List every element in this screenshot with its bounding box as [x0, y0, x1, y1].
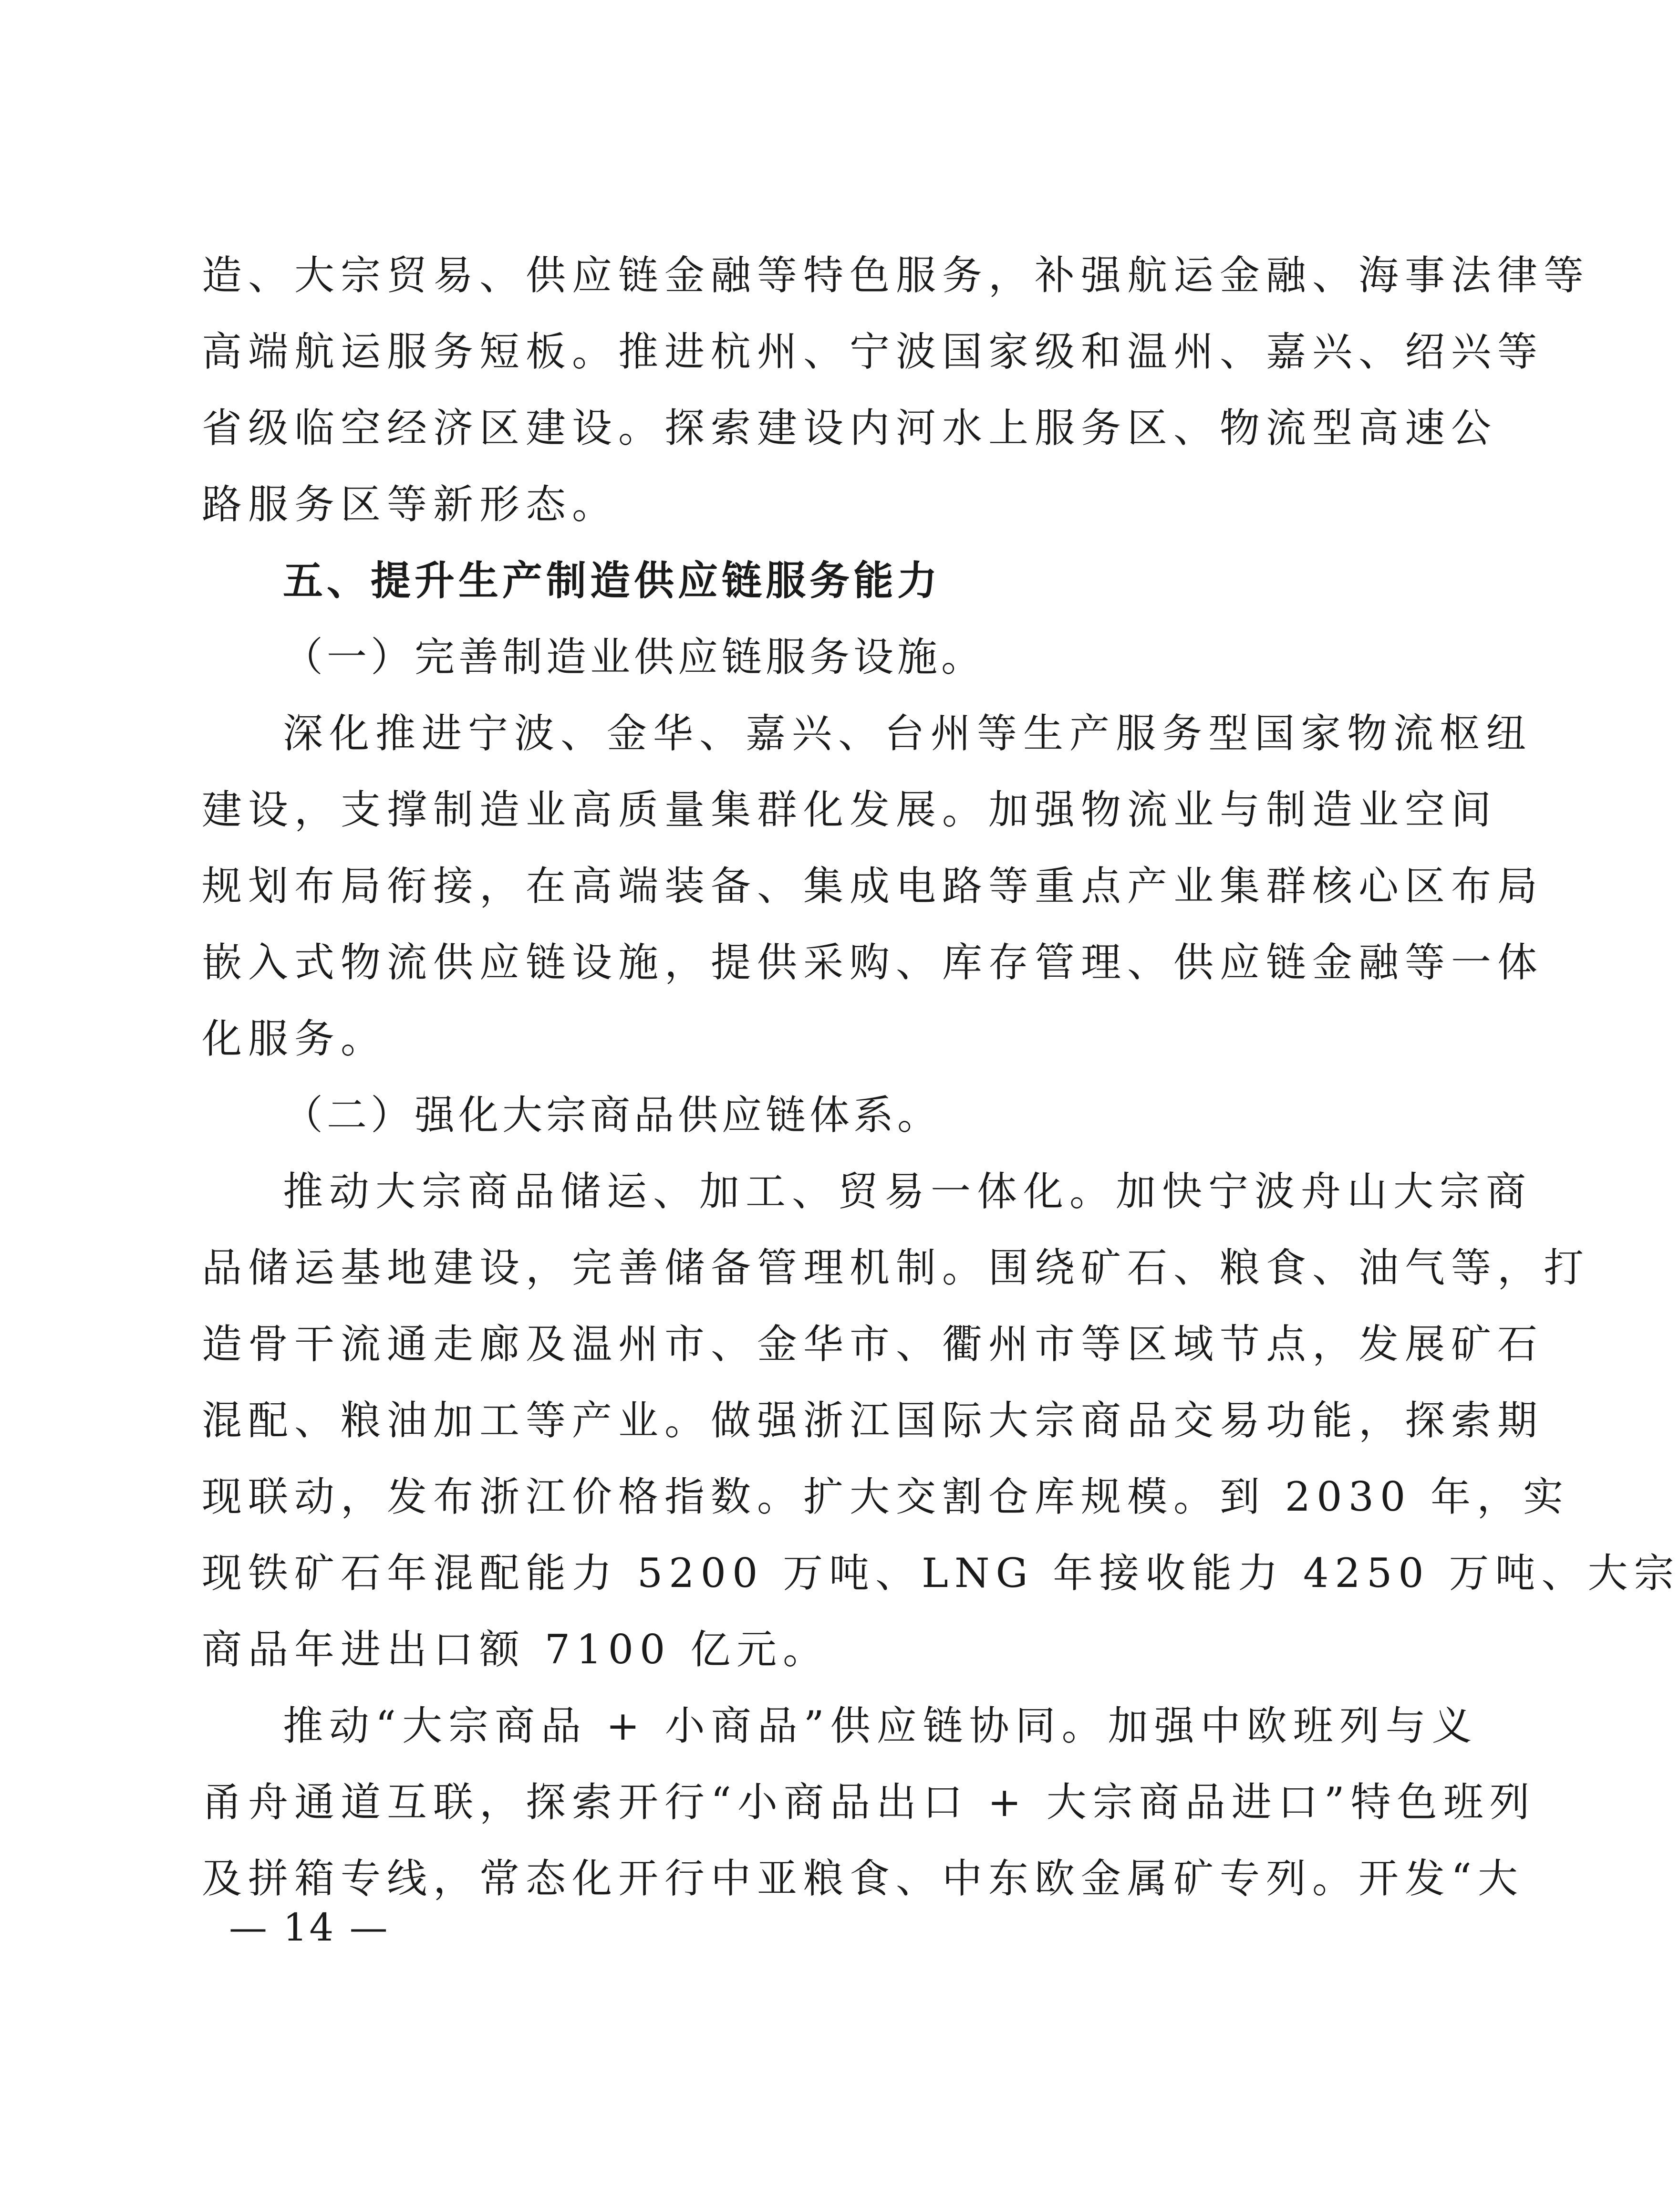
text-line-14: 品储运基地建设，完善储备管理机制。围绕矿石、粮食、油气等，打 — [202, 1244, 1590, 1291]
text-line-16: 混配、粮油加工等产业。做强浙江国际大宗商品交易功能，探索期 — [202, 1397, 1544, 1444]
text-line-13: 推动大宗商品储运、加工、贸易一体化。加快宁波舟山大宗商 — [283, 1168, 1533, 1215]
subsection-heading-1: （一）完善制造业供应链服务设施。 — [283, 634, 985, 680]
page-number: — 14 — — [229, 1905, 390, 1950]
text-line-2: 高端航运服务短板。推进杭州、宁波国家级和温州、嘉兴、绍兴等 — [202, 328, 1544, 375]
text-line-8: 建设，支撑制造业高质量集群化发展。加强物流业与制造业空间 — [202, 786, 1498, 833]
text-line-18: 现铁矿石年混配能力 5200 万吨、LNG 年接收能力 4250 万吨、大宗 — [202, 1550, 1680, 1597]
text-line-17: 现联动，发布浙江价格指数。扩大交割仓库规模。到 2030 年，实 — [202, 1473, 1570, 1520]
section-heading: 五、提升生产制造供应链服务能力 — [283, 557, 942, 604]
text-line-21: 甬舟通道互联，探索开行“小商品出口 + 大宗商品进口”特色班列 — [202, 1779, 1536, 1826]
text-line-3: 省级临空经济区建设。探索建设内河水上服务区、物流型高速公 — [202, 405, 1498, 451]
text-line-20: 推动“大宗商品 + 小商品”供应链协同。加强中欧班列与义 — [283, 1702, 1478, 1749]
subsection-heading-2: （二）强化大宗商品供应链体系。 — [283, 1092, 942, 1138]
text-line-19: 商品年进出口额 7100 亿元。 — [202, 1626, 830, 1673]
text-line-9: 规划布局衔接，在高端装备、集成电路等重点产业集群核心区布局 — [202, 863, 1544, 909]
text-line-11: 化服务。 — [202, 1015, 387, 1062]
text-line-7: 深化推进宁波、金华、嘉兴、台州等生产服务型国家物流枢纽 — [283, 710, 1533, 757]
text-line-22: 及拼箱专线，常态化开行中亚粮食、中东欧金属矿专列。开发“大 — [202, 1855, 1524, 1902]
text-line-4: 路服务区等新形态。 — [202, 481, 619, 528]
text-line-1: 造、大宗贸易、供应链金融等特色服务，补强航运金融、海事法律等 — [202, 252, 1590, 299]
text-line-10: 嵌入式物流供应链设施，提供采购、库存管理、供应链金融等一体 — [202, 939, 1544, 986]
text-line-15: 造骨干流通走廊及温州市、金华市、衢州市等区域节点，发展矿石 — [202, 1321, 1544, 1367]
